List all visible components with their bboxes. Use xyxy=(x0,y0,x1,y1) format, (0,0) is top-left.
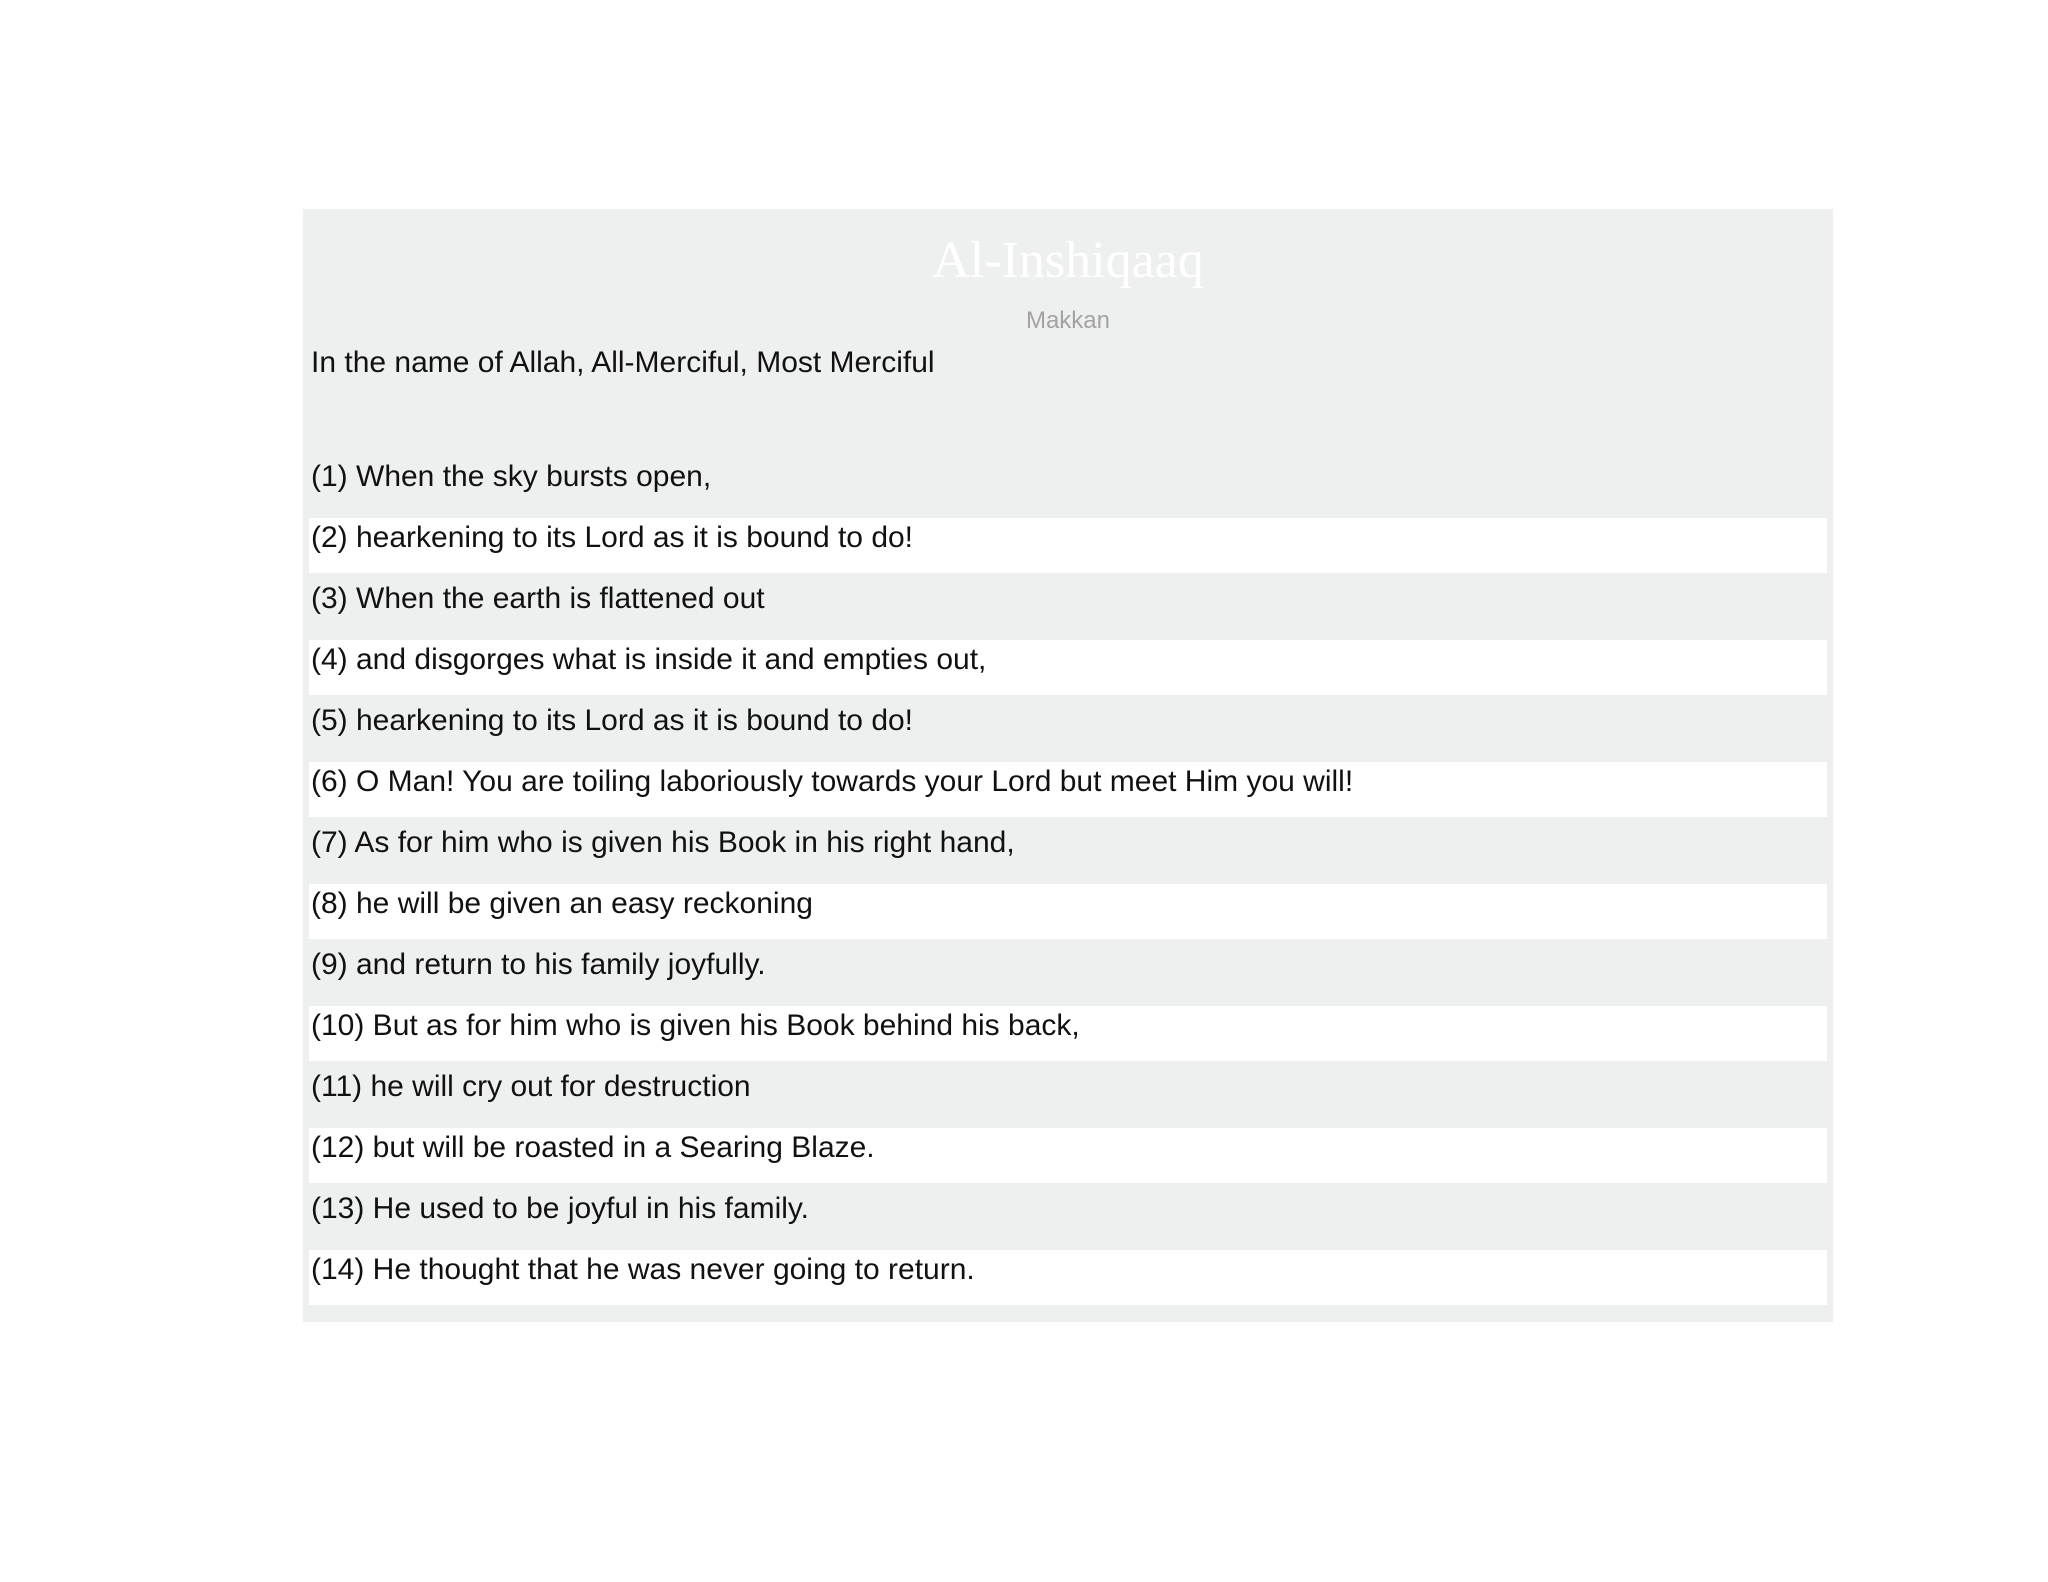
verse-row: (3) When the earth is flattened out xyxy=(309,579,1827,634)
verse-row: (9) and return to his family joyfully. xyxy=(309,945,1827,1000)
verse-row: (11) he will cry out for destruction xyxy=(309,1067,1827,1122)
verse-row: (1) When the sky bursts open, xyxy=(309,457,1827,512)
verse-row: (13) He used to be joyful in his family. xyxy=(309,1189,1827,1244)
verse-row: (7) As for him who is given his Book in his right hand, xyxy=(309,823,1827,878)
verse-list xyxy=(309,457,1827,1311)
verse-row: (5) hearkening to its Lord as it is bound to do! xyxy=(309,701,1827,756)
verse-row: (2) hearkening to its Lord as it is bound to do! xyxy=(309,518,1827,573)
verse-row: (10) But as for him who is given his Book behind his back, xyxy=(309,1006,1827,1061)
surah-panel xyxy=(303,209,1833,1322)
verse-row: (12) but will be roasted in a Searing Blaze. xyxy=(309,1128,1827,1183)
verse-row: (8) he will be given an easy reckoning xyxy=(309,884,1827,939)
basmala: In the name of Allah, All-Merciful, Most Merciful xyxy=(311,346,935,379)
verse-row: (4) and disgorges what is inside it and empties out, xyxy=(309,640,1827,695)
verse-row: (6) O Man! You are toiling laboriously towards your Lord but meet Him you will! xyxy=(309,762,1827,817)
surah-subtitle: Makkan xyxy=(1025,307,1111,334)
surah-title: Al-Inshiqaaq xyxy=(932,232,1204,289)
verse-row: (14) He thought that he was never going to return. xyxy=(309,1250,1827,1305)
